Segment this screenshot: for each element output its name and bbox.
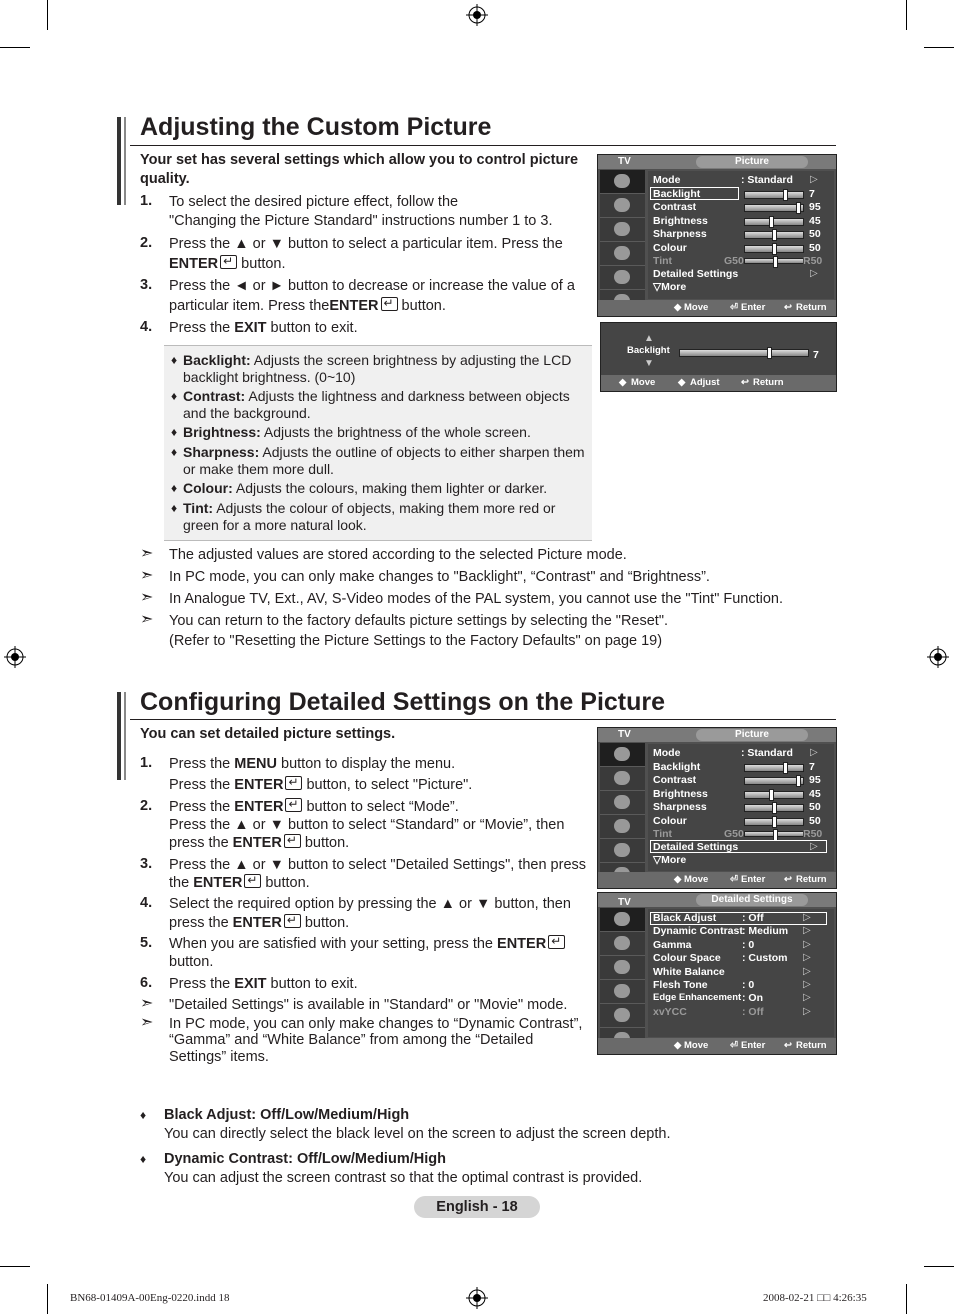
step-text: Press the ENTER↵ button, to select "Picture". bbox=[169, 776, 472, 794]
osd-detailed-label[interactable]: Detailed Settings bbox=[653, 268, 739, 280]
enter-icon: ⏎ bbox=[730, 874, 738, 885]
step-text: press the ENTER↵ button. bbox=[169, 914, 349, 932]
chevron-right-icon: ▷ bbox=[803, 979, 811, 990]
osd-detail-value: : On bbox=[742, 992, 763, 1005]
page-number: English - 18 bbox=[414, 1196, 540, 1218]
osd-item-value: 95 bbox=[809, 201, 821, 214]
note-arrow-icon: ➣ bbox=[140, 995, 154, 1012]
osd-mode-value: : Standard bbox=[741, 747, 793, 759]
osd-picture-menu bbox=[597, 154, 837, 317]
registration-mark-icon bbox=[466, 1287, 488, 1309]
step-number: 4. bbox=[140, 319, 153, 335]
enter-key: ENTER bbox=[234, 777, 284, 793]
osd-tint-bar[interactable] bbox=[744, 258, 804, 264]
registration-mark-icon bbox=[466, 4, 488, 26]
osd-item-bar[interactable] bbox=[744, 818, 804, 826]
enter-key: ENTER bbox=[232, 835, 282, 851]
slider-knob[interactable] bbox=[769, 216, 774, 228]
osd-detail-label[interactable]: xvYCC bbox=[653, 1005, 687, 1018]
slider-knob[interactable] bbox=[769, 789, 774, 801]
section-title: Adjusting the Custom Picture bbox=[140, 113, 492, 141]
arrow-down-icon[interactable]: ▼ bbox=[644, 358, 654, 369]
enter-icon: ⏎ bbox=[730, 1040, 738, 1051]
intro-line: Your set has several settings which allow you to control picture bbox=[140, 152, 579, 168]
option-desc: You can adjust the screen contrast so that the optimal contrast is provided. bbox=[164, 1170, 643, 1186]
chevron-right-icon: ▷ bbox=[803, 938, 811, 950]
osd-item-value: 7 bbox=[809, 188, 815, 200]
slider-knob[interactable] bbox=[773, 256, 778, 268]
osd-detail-value: : 0 bbox=[742, 938, 755, 951]
step-number: 3. bbox=[140, 277, 153, 293]
step-number: 5. bbox=[140, 935, 153, 951]
osd-item-value: 50 bbox=[809, 228, 821, 241]
osd-item-value: 95 bbox=[809, 774, 821, 787]
osd-item-bar[interactable] bbox=[744, 231, 804, 239]
diamond-bullet-icon: ♦ bbox=[171, 445, 178, 459]
osd-detail-value: : Medium bbox=[742, 925, 789, 938]
slider-knob[interactable] bbox=[796, 202, 801, 214]
definition-item-cont: green for a more natural look. bbox=[183, 517, 367, 533]
arrow-up-icon[interactable]: ▲ bbox=[644, 333, 654, 344]
step-text: Press the MENU button to display the menu. bbox=[169, 756, 456, 772]
section-title: Configuring Detailed Settings on the Picture bbox=[140, 688, 666, 716]
step-text: Press the EXIT button to exit. bbox=[169, 976, 358, 992]
move-icon: ◆ bbox=[674, 1040, 682, 1051]
step-number: 1. bbox=[140, 755, 153, 771]
osd-tint-bar[interactable] bbox=[744, 831, 804, 837]
osd-detail-value: : Off bbox=[742, 912, 764, 924]
chevron-right-icon: ▷ bbox=[803, 992, 811, 1004]
input-icon[interactable] bbox=[600, 266, 645, 290]
registration-mark-icon bbox=[4, 646, 26, 668]
step-text: Press the ▲ or ▼ button to select “Standard” or “Movie”, then bbox=[169, 817, 565, 833]
channel-icon[interactable] bbox=[600, 218, 645, 242]
step-text: "Changing the Picture Standard" instructions number 1 to 3. bbox=[169, 213, 553, 229]
osd-tint-r: R50 bbox=[803, 255, 823, 267]
osd-detail-label[interactable]: Flesh Tone bbox=[653, 979, 708, 991]
osd-detail-label[interactable]: White Balance bbox=[653, 965, 725, 978]
osd-more[interactable]: ▽More bbox=[653, 281, 687, 293]
chevron-right-icon: ▷ bbox=[810, 747, 818, 758]
setup-icon[interactable] bbox=[600, 242, 645, 266]
osd-title: Picture bbox=[696, 729, 808, 741]
step-text: Press the ▲ or ▼ button to select a particular item. Press the bbox=[169, 236, 563, 252]
input-icon[interactable] bbox=[600, 1004, 645, 1028]
osd-item-bar[interactable] bbox=[744, 764, 804, 772]
return-icon: ↩ bbox=[784, 1040, 792, 1051]
chevron-right-icon: ▷ bbox=[810, 841, 818, 852]
enter-key: ENTER bbox=[497, 936, 547, 952]
print-slug: 2008-02-21 □□ 4:26:35 bbox=[763, 1292, 867, 1304]
enter-icon bbox=[548, 935, 565, 949]
chevron-right-icon: ▷ bbox=[810, 174, 818, 185]
osd-list bbox=[648, 909, 834, 1037]
osd-backlight-bar[interactable] bbox=[679, 349, 809, 357]
step-number: 2. bbox=[140, 235, 153, 251]
crop-mark bbox=[0, 47, 30, 48]
move-icon: ◆ bbox=[674, 874, 682, 885]
osd-item-label[interactable]: Brightness bbox=[653, 214, 708, 227]
step-text: Press the EXIT button to exit. bbox=[169, 320, 358, 336]
note-text: The adjusted values are stored according to the selected Picture mode. bbox=[169, 547, 627, 563]
slider-knob[interactable] bbox=[767, 347, 772, 359]
diamond-bullet-icon: ♦ bbox=[171, 501, 178, 515]
print-slug: BN68-01409A-00Eng-0220.indd 18 bbox=[70, 1292, 230, 1304]
note-text: In Analogue TV, Ext., AV, S-Video modes of the PAL system, you cannot use the "Tint" Function. bbox=[169, 591, 784, 607]
slider-knob[interactable] bbox=[772, 816, 777, 828]
chevron-right-icon: ▷ bbox=[803, 912, 811, 923]
note-text: “Gamma” and “White Balance” from among the “Detailed bbox=[169, 1032, 534, 1048]
section-bar bbox=[124, 692, 126, 780]
note-text: You can return to the factory defaults picture settings by selecting the "Reset". bbox=[169, 613, 669, 629]
step-number: 2. bbox=[140, 798, 153, 814]
note-text: "Detailed Settings" is available in "Standard" or "Movie" mode. bbox=[169, 997, 568, 1013]
enter-key: ENTER bbox=[169, 256, 219, 272]
osd-picture-menu bbox=[597, 727, 837, 889]
osd-tv-label: TV bbox=[618, 156, 631, 167]
step-text: ENTER↵ button. bbox=[169, 255, 286, 273]
enter-key: ENTER bbox=[234, 799, 284, 815]
osd-tint-r: R50 bbox=[803, 828, 823, 840]
osd-detail-label[interactable]: Edge Enhancement bbox=[653, 992, 742, 1004]
note-arrow-icon: ➣ bbox=[140, 1014, 154, 1031]
title-rule bbox=[130, 145, 836, 146]
osd-header bbox=[598, 155, 836, 169]
osd-detail-label[interactable]: Colour Space bbox=[653, 952, 721, 965]
osd-item-bar[interactable] bbox=[744, 791, 804, 799]
chevron-right-icon: ▷ bbox=[803, 965, 811, 977]
setup-icon[interactable] bbox=[600, 815, 645, 839]
enter-icon bbox=[285, 798, 302, 812]
osd-footer: ◆ Move ⏎ Enter ↩ Return bbox=[598, 872, 836, 888]
step-text: When you are satisfied with your setting, press the ENTER↵ bbox=[169, 935, 565, 953]
osd-item-label[interactable]: Contrast bbox=[653, 201, 697, 214]
definition-item-cont: or make them more dull. bbox=[183, 461, 334, 477]
osd-item-label[interactable]: Sharpness bbox=[653, 228, 707, 241]
osd-item-value: 45 bbox=[809, 214, 821, 227]
osd-item-value: 50 bbox=[809, 801, 821, 814]
crop-mark bbox=[906, 0, 907, 30]
crop-mark bbox=[924, 47, 954, 48]
diamond-bullet-icon: ♦ bbox=[140, 1152, 147, 1166]
step-text: press the ENTER↵ button. bbox=[169, 834, 349, 852]
osd-footer: ◆ Move ⏎ Enter ↩ Return bbox=[598, 1038, 836, 1054]
osd-header bbox=[598, 893, 836, 907]
note-text: Settings” items. bbox=[169, 1049, 269, 1065]
chevron-right-icon: ▷ bbox=[810, 268, 818, 279]
enter-icon bbox=[285, 776, 302, 790]
osd-item-label[interactable]: Contrast bbox=[653, 774, 697, 787]
return-icon: ↩ bbox=[784, 302, 792, 313]
osd-item-label[interactable]: Brightness bbox=[653, 787, 708, 800]
diamond-bullet-icon: ♦ bbox=[171, 353, 178, 367]
enter-key: ENTER bbox=[232, 915, 282, 931]
definition-item: Brightness: Adjusts the brightness of the whole screen. bbox=[183, 424, 531, 440]
note-text: In PC mode, you can only make changes to “Dynamic Contrast”, bbox=[169, 1016, 583, 1032]
diamond-bullet-icon: ♦ bbox=[171, 389, 178, 403]
enter-key: ENTER bbox=[329, 298, 379, 314]
intro-line: quality. bbox=[140, 171, 190, 187]
definition-item-cont: and the background. bbox=[183, 405, 311, 421]
enter-icon bbox=[220, 255, 237, 269]
osd-tv-label: TV bbox=[618, 897, 631, 908]
diamond-bullet-icon: ♦ bbox=[171, 481, 178, 495]
definition-item: Tint: Adjusts the colour of objects, making them more red or bbox=[183, 500, 556, 516]
note-arrow-icon: ➣ bbox=[140, 545, 154, 562]
osd-tint-g: G50 bbox=[724, 828, 744, 840]
channel-icon[interactable] bbox=[600, 791, 645, 815]
picture-icon[interactable] bbox=[600, 743, 645, 767]
osd-footer: ◆ Move ⏎ Enter ↩ Return bbox=[598, 300, 836, 316]
osd-tv-label: TV bbox=[618, 729, 631, 740]
note-text: (Refer to "Resetting the Picture Settings to the Factory Defaults" on page 19) bbox=[169, 633, 663, 649]
option-title: Dynamic Contrast: Off/Low/Medium/High bbox=[164, 1151, 446, 1167]
osd-backlight-value: 7 bbox=[813, 349, 819, 361]
osd-item-label[interactable]: Colour bbox=[653, 814, 687, 827]
crop-mark bbox=[0, 1266, 30, 1267]
note-text: In PC mode, you can only make changes to "Backlight", “Contrast" and “Brightness”. bbox=[169, 569, 710, 585]
definition-item-cont: backlight brightness. (0~10) bbox=[183, 369, 356, 385]
osd-mode-label[interactable]: Mode bbox=[653, 174, 681, 186]
osd-backlight-label: Backlight bbox=[627, 345, 670, 356]
note-arrow-icon: ➣ bbox=[140, 589, 154, 606]
osd-detailed-label[interactable]: Detailed Settings bbox=[653, 841, 739, 853]
osd-mode-value: : Standard bbox=[741, 174, 793, 186]
crop-mark bbox=[906, 1284, 907, 1314]
definition-item: Backlight: Adjusts the screen brightness by adjusting the LCD bbox=[183, 352, 572, 368]
osd-title: Detailed Settings bbox=[696, 894, 808, 906]
section-bar bbox=[124, 117, 126, 205]
step-text: Press the ◄ or ► button to decrease or increase the value of a bbox=[169, 278, 575, 294]
osd-item-value: 50 bbox=[809, 814, 821, 827]
intro-line: You can set detailed picture settings. bbox=[140, 726, 396, 742]
slider-knob[interactable] bbox=[783, 189, 788, 201]
osd-item-bar[interactable] bbox=[744, 804, 804, 812]
osd-detail-label[interactable]: Gamma bbox=[653, 938, 692, 951]
osd-item-bar[interactable] bbox=[744, 777, 804, 785]
sound-icon[interactable] bbox=[600, 932, 645, 956]
osd-tint-g: G50 bbox=[724, 255, 744, 267]
osd-backlight-adjust bbox=[600, 322, 837, 392]
picture-icon[interactable] bbox=[600, 170, 645, 194]
exit-key: EXIT bbox=[234, 320, 267, 336]
osd-item-label[interactable]: Sharpness bbox=[653, 801, 707, 814]
step-text: the ENTER↵ button. bbox=[169, 874, 310, 892]
enter-icon: ⏎ bbox=[730, 302, 738, 313]
osd-item-label[interactable]: Colour bbox=[653, 241, 687, 254]
sound-icon[interactable] bbox=[600, 767, 645, 791]
registration-mark-icon bbox=[927, 646, 949, 668]
exit-key: EXIT bbox=[234, 976, 267, 992]
chevron-right-icon: ▷ bbox=[803, 1005, 811, 1017]
osd-mode-label[interactable]: Mode bbox=[653, 747, 681, 759]
setup-icon[interactable] bbox=[600, 980, 645, 1004]
chevron-right-icon: ▷ bbox=[803, 925, 811, 937]
definition-item: Colour: Adjusts the colours, making them lighter or darker. bbox=[183, 480, 548, 496]
slider-knob[interactable] bbox=[783, 762, 788, 774]
osd-detailed-menu bbox=[597, 892, 837, 1055]
note-arrow-icon: ➣ bbox=[140, 567, 154, 584]
adjust-icon: ◆ bbox=[678, 377, 686, 388]
step-text: Press the ▲ or ▼ button to select "Detailed Settings", then press bbox=[169, 857, 587, 873]
chevron-right-icon: ▷ bbox=[803, 952, 811, 964]
enter-key: ENTER bbox=[193, 875, 243, 891]
slider-knob[interactable] bbox=[772, 802, 777, 814]
step-number: 4. bbox=[140, 895, 153, 911]
osd-item-value: 50 bbox=[809, 241, 821, 254]
enter-icon bbox=[284, 834, 301, 848]
slider-knob[interactable] bbox=[772, 243, 777, 255]
osd-title: Picture bbox=[696, 156, 808, 168]
picture-icon[interactable] bbox=[600, 908, 645, 932]
osd-detail-label[interactable]: Dynamic Contrast bbox=[653, 925, 743, 938]
slider-knob[interactable] bbox=[772, 229, 777, 241]
osd-more[interactable]: ▽More bbox=[653, 854, 687, 866]
osd-tint-label[interactable]: Tint bbox=[653, 255, 673, 267]
osd-detail-label[interactable]: Black Adjust bbox=[653, 912, 717, 924]
move-icon: ◆ bbox=[674, 302, 682, 313]
option-title: Black Adjust: Off/Low/Medium/High bbox=[164, 1107, 410, 1123]
step-text: Press the ENTER↵ button to select “Mode”. bbox=[169, 798, 459, 816]
step-text: To select the desired picture effect, follow the bbox=[169, 194, 459, 210]
osd-footer: ◆ Move ◆ Adjust ↩ Return bbox=[601, 375, 836, 391]
slider-knob[interactable] bbox=[796, 775, 801, 787]
step-number: 1. bbox=[140, 193, 153, 209]
osd-item-label[interactable]: Backlight bbox=[653, 761, 701, 773]
title-rule bbox=[130, 719, 836, 720]
return-icon: ↩ bbox=[741, 377, 749, 388]
osd-item-bar[interactable] bbox=[744, 218, 804, 226]
step-number: 3. bbox=[140, 856, 153, 872]
section-bar bbox=[117, 692, 121, 780]
input-icon[interactable] bbox=[600, 839, 645, 863]
sound-icon[interactable] bbox=[600, 194, 645, 218]
section-bar bbox=[117, 117, 121, 205]
osd-tint-label[interactable]: Tint bbox=[653, 828, 673, 840]
osd-item-bar[interactable] bbox=[744, 245, 804, 253]
crop-mark bbox=[47, 0, 48, 30]
enter-icon bbox=[244, 874, 261, 888]
osd-list bbox=[648, 744, 834, 871]
diamond-bullet-icon: ♦ bbox=[171, 425, 178, 439]
step-text: particular item. Press theENTER↵ button. bbox=[169, 297, 446, 315]
option-desc: You can directly select the black level on the screen to adjust the screen depth. bbox=[164, 1126, 671, 1142]
enter-icon bbox=[284, 914, 301, 928]
return-icon: ↩ bbox=[784, 874, 792, 885]
crop-mark bbox=[924, 1266, 954, 1267]
definition-item: Contrast: Adjusts the lightness and darkness between objects bbox=[183, 388, 570, 404]
diamond-bullet-icon: ♦ bbox=[140, 1108, 147, 1122]
osd-header bbox=[598, 728, 836, 742]
osd-item-bar[interactable] bbox=[744, 191, 804, 199]
osd-list bbox=[648, 171, 834, 299]
enter-icon bbox=[381, 297, 398, 311]
definition-item: Sharpness: Adjusts the outline of objects to either sharpen them bbox=[183, 444, 585, 460]
note-arrow-icon: ➣ bbox=[140, 611, 154, 628]
crop-mark bbox=[47, 1284, 48, 1314]
menu-key: MENU bbox=[234, 756, 277, 772]
osd-detail-value: : Off bbox=[742, 1005, 764, 1018]
osd-detail-value: : Custom bbox=[742, 952, 788, 965]
step-text: button. bbox=[169, 954, 214, 970]
osd-item-value: 45 bbox=[809, 787, 821, 800]
osd-item-bar[interactable] bbox=[744, 204, 804, 212]
osd-item-label[interactable]: Backlight bbox=[653, 188, 701, 200]
channel-icon[interactable] bbox=[600, 956, 645, 980]
step-number: 6. bbox=[140, 975, 153, 991]
move-icon: ◆ bbox=[619, 377, 627, 388]
step-text: Select the required option by pressing the ▲ or ▼ button, then bbox=[169, 896, 571, 912]
osd-detail-value: : 0 bbox=[742, 979, 755, 991]
osd-item-value: 7 bbox=[809, 761, 815, 773]
